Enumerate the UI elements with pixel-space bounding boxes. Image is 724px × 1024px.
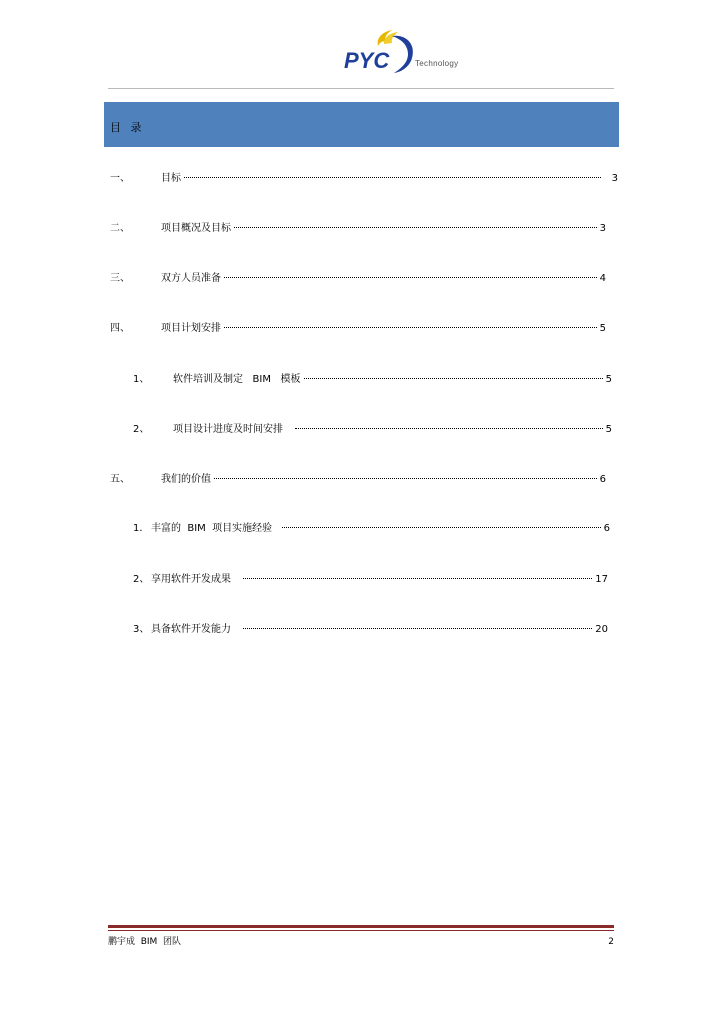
toc-entry[interactable] (133, 372, 612, 388)
toc-entry[interactable] (110, 171, 618, 187)
toc-title: 目 录 (110, 121, 145, 134)
toc-entry-page: 20 (595, 624, 608, 635)
toc-leader-dots (224, 276, 597, 278)
toc-entry-text: 项目计划安排 (161, 323, 221, 334)
toc-entry-page: 17 (595, 574, 608, 585)
toc-entry[interactable] (133, 572, 608, 588)
logo-text: PYC (344, 48, 390, 73)
logo-subtext: Technology (415, 59, 459, 68)
toc-entry-page: 5 (599, 323, 606, 334)
toc-entry-number: 一、 (110, 173, 130, 184)
toc-leader-dots (214, 477, 597, 479)
footer-page-number: 2 (608, 937, 614, 947)
toc-leader-dots (304, 377, 603, 379)
header-divider (108, 88, 614, 89)
toc-leader-dots (184, 176, 601, 178)
toc-entry-text: 目标 (161, 173, 181, 184)
toc-entry-page: 6 (603, 523, 610, 534)
toc-entry[interactable] (110, 472, 606, 488)
toc-entry-number: 二、 (110, 223, 130, 234)
toc-entry[interactable] (133, 521, 610, 537)
toc-leader-dots (234, 226, 597, 228)
toc-entry-page: 3 (599, 223, 606, 234)
company-logo (340, 28, 475, 80)
toc-banner (104, 102, 619, 147)
toc-entry-number: 四、 (110, 323, 130, 334)
toc-leader-dots (243, 627, 592, 629)
toc-entry-number: 2、 (133, 424, 150, 435)
toc-entry[interactable] (110, 271, 606, 287)
toc-entry[interactable] (133, 622, 608, 638)
toc-entry[interactable] (110, 221, 606, 237)
toc-entry-text: 项目概况及目标 (161, 223, 231, 234)
toc-entry[interactable] (133, 422, 612, 438)
toc-entry-text: 享用软件开发成果 (151, 574, 231, 585)
toc-entry-text: 具备软件开发能力 (151, 624, 231, 635)
toc-entry-number: 1． (133, 523, 150, 534)
toc-entry-page: 3 (611, 173, 618, 184)
toc-entry-number: 三、 (110, 273, 130, 284)
footer-divider-thick (108, 925, 614, 928)
footer-team-name: 鹏宇成 BIM 团队 (108, 937, 182, 947)
toc-entry-text: 丰富的 BIM 项目实施经验 (151, 523, 273, 534)
toc-entry-text: 双方人员准备 (161, 273, 221, 284)
toc-entry-number: 1、 (133, 374, 150, 385)
toc-entry-number: 五、 (110, 474, 130, 485)
toc-entry[interactable] (110, 321, 606, 337)
footer-divider-thin (108, 930, 614, 931)
toc-entry-page: 5 (605, 374, 612, 385)
toc-entry-page: 4 (599, 273, 606, 284)
toc-leader-dots (224, 326, 597, 328)
toc-entry-page: 6 (599, 474, 606, 485)
toc-entry-page: 5 (605, 424, 612, 435)
pyc-logo-graphic (340, 28, 475, 80)
toc-entry-number: 2、 (133, 574, 150, 585)
toc-leader-dots (282, 526, 600, 528)
toc-leader-dots (243, 577, 592, 579)
toc-entry-text: 项目设计进度及时间安排 (173, 424, 283, 435)
toc-entry-text: 我们的价值 (161, 474, 211, 485)
toc-entry-text: 软件培训及制定 BIM 模板 (173, 374, 301, 385)
toc-entry-number: 3、 (133, 624, 150, 635)
toc-leader-dots (295, 427, 603, 429)
